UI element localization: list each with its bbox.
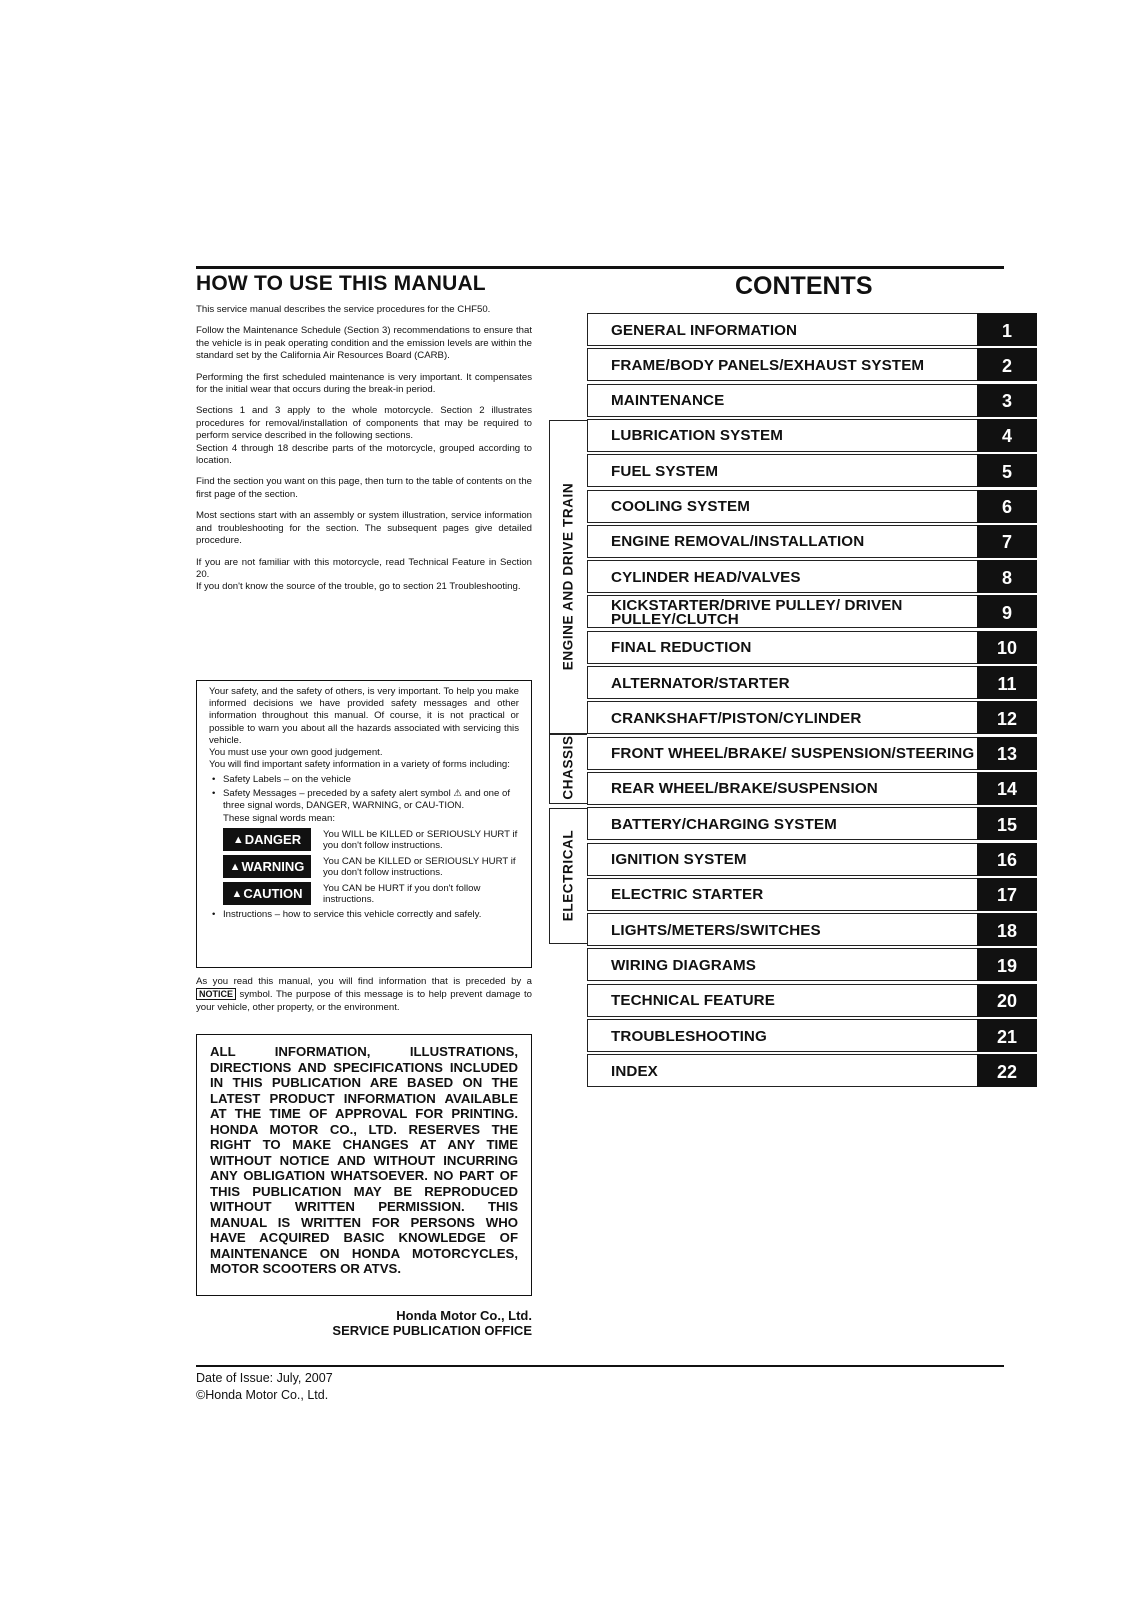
toc-number: 2 <box>977 348 1037 381</box>
toc-label: CYLINDER HEAD/VALVES <box>587 560 977 593</box>
safety-bullet-text: Safety Messages – preceded by a safety alert symbol <box>223 787 451 799</box>
toc-number: 14 <box>977 772 1037 805</box>
signal-danger <box>223 828 519 851</box>
issue-date: Date of Issue: July, 2007 <box>196 1371 333 1385</box>
group-label-chassis: CHASSIS <box>560 735 576 800</box>
caution-badge <box>223 882 311 905</box>
safety-bullet: • Instructions – how to service this vehicle correctly and safely. <box>209 909 519 921</box>
safety-bullet <box>209 788 519 812</box>
intro-paragraph <box>196 405 532 442</box>
toc-item-16[interactable] <box>587 843 1037 876</box>
toc-item-4[interactable] <box>587 419 1037 452</box>
toc-number: 19 <box>977 948 1037 981</box>
toc-item-20[interactable] <box>587 984 1037 1017</box>
toc-item-19[interactable] <box>587 948 1037 981</box>
toc-item-11[interactable] <box>587 666 1037 699</box>
intro-paragraph <box>196 581 532 593</box>
toc-number: 4 <box>977 419 1037 452</box>
toc-item-1[interactable] <box>587 313 1037 346</box>
toc-number: 16 <box>977 843 1037 876</box>
toc-label: FUEL SYSTEM <box>587 454 977 487</box>
safety-paragraph: You must use your own good judgement. <box>209 747 383 759</box>
toc-item-2[interactable] <box>587 348 1037 381</box>
toc-number: 18 <box>977 913 1037 946</box>
toc-item-5[interactable] <box>587 454 1037 487</box>
alert-triangle-icon: ▲ <box>229 860 241 873</box>
toc-label: BATTERY/CHARGING SYSTEM <box>587 807 977 840</box>
top-rule <box>196 266 1004 269</box>
toc-item-3[interactable] <box>587 384 1037 417</box>
intro-paragraph: Most sections start with an assembly or system illustration, service information and troubleshooting for the section. The subsequent pages give detailed procedure. <box>196 510 532 547</box>
bottom-rule <box>196 1365 1004 1367</box>
publisher <box>196 1308 532 1338</box>
toc-label: TROUBLESHOOTING <box>587 1019 977 1052</box>
toc-label: IGNITION SYSTEM <box>587 843 977 876</box>
toc-number: 11 <box>977 666 1037 699</box>
warning-badge <box>223 855 311 878</box>
intro-sentence: Sections 1 and 3 apply to the whole motorcycle. Section 2 illustrates procedures for removal/installation of components that may be required to perform service described in the following sections. <box>196 405 532 442</box>
group-label-engine: ENGINE AND DRIVE TRAIN <box>560 482 576 671</box>
toc-number: 17 <box>977 878 1037 911</box>
intro-paragraph: Performing the first scheduled maintenance is very important. It compensates for the initial wear that occurs during the break-in period. <box>196 371 532 396</box>
group-label-electrical: ELECTRICAL <box>560 829 576 922</box>
toc-item-10[interactable] <box>587 631 1037 664</box>
toc-label: KICKSTARTER/DRIVE PULLEY/ DRIVEN PULLEY/CLUTCH <box>587 595 977 628</box>
intro-sentence: Section 4 through 18 describe parts of the motorcycle, grouped according to location. <box>196 442 532 467</box>
toc-label: ELECTRIC STARTER <box>587 878 977 911</box>
intro-sentence: If you are not familiar with this motorcycle, read Technical Feature in Section 20. <box>196 556 532 580</box>
toc-label: WIRING DIAGRAMS <box>587 948 977 981</box>
toc-item-21[interactable] <box>587 1019 1037 1052</box>
signal-word: WARNING <box>241 858 305 874</box>
toc-item-14[interactable] <box>587 772 1037 805</box>
intro-text <box>196 304 532 603</box>
safety-list <box>209 774 519 812</box>
toc-number: 13 <box>977 737 1037 770</box>
toc-item-13[interactable] <box>587 737 1037 770</box>
toc-item-8[interactable] <box>587 560 1037 593</box>
intro-paragraph <box>196 557 532 582</box>
safety-list <box>209 909 519 921</box>
notice-tag: NOTICE <box>196 988 236 1000</box>
safety-paragraph: Your safety, and the safety of others, is very important. To help you make informed decisions we have provided safety messages and other information throughout this manual. Of course, it is not practical or possible to warn you about all the hazards associated with servicing this vehicle. <box>209 686 519 746</box>
toc-label: REAR WHEEL/BRAKE/SUSPENSION <box>587 772 977 805</box>
danger-badge <box>223 828 311 851</box>
legal-box: ALL INFORMATION, ILLUSTRATIONS, DIRECTIONS AND SPECIFICATIONS INCLUDED IN THIS PUBLICATION ARE BASED ON THE LATEST PRODUCT INFORMATION AVAILABLE AT THE TIME OF APPROVAL FOR PRINTING. HONDA MOTOR CO., LTD. RESERVES THE RIGHT TO MAKE CHANGES AT ANY TIME WITHOUT NOTICE AND WITHOUT INCURRING ANY OBLIGATION WHATSOEVER. NO PART OF THIS PUBLICATION MAY BE REPRODUCED WITHOUT WRITTEN PERMISSION. THIS MANUAL IS WRITTEN FOR PERSONS WHO HAVE ACQUIRED BASIC KNOWLEDGE OF MAINTENANCE ON HONDA MOTORCYCLES, MOTOR SCOOTERS OR ATVS. <box>196 1034 532 1296</box>
toc-number: 9 <box>977 595 1037 628</box>
intro-sentence: If you don't know the source of the trouble, go to section 21 Troubleshooting. <box>196 581 521 593</box>
toc-item-18[interactable] <box>587 913 1037 946</box>
notice-paragraph <box>196 976 532 1014</box>
publisher-office: SERVICE PUBLICATION OFFICE <box>332 1323 532 1338</box>
toc-item-15[interactable] <box>587 807 1037 840</box>
toc-item-17[interactable] <box>587 878 1037 911</box>
toc-label: LIGHTS/METERS/SWITCHES <box>587 913 977 946</box>
signal-warning <box>223 855 519 878</box>
toc-label: TECHNICAL FEATURE <box>587 984 977 1017</box>
notice-text: symbol. The purpose of this message is to help prevent damage to your vehicle, other property, or the environment. <box>196 989 532 1013</box>
safety-bullet: • Safety Labels – on the vehicle <box>209 774 519 786</box>
intro-paragraph <box>196 443 532 468</box>
howto-title: HOW TO USE THIS MANUAL <box>196 272 486 295</box>
copyright: ©Honda Motor Co., Ltd. <box>196 1388 329 1402</box>
toc-number: 3 <box>977 384 1037 417</box>
intro-paragraph: This service manual describes the service procedures for the CHF50. <box>196 304 491 315</box>
safety-alert-icon: ⚠ <box>453 787 462 799</box>
toc-label: LUBRICATION SYSTEM <box>587 419 977 452</box>
toc-item-12[interactable] <box>587 701 1037 734</box>
toc-number: 20 <box>977 984 1037 1017</box>
contents-title: CONTENTS <box>735 272 873 300</box>
toc-label: FINAL REDUCTION <box>587 631 977 664</box>
toc-number: 12 <box>977 701 1037 734</box>
toc-number: 7 <box>977 525 1037 558</box>
toc-number: 10 <box>977 631 1037 664</box>
toc-label: ENGINE REMOVAL/INSTALLATION <box>587 525 977 558</box>
signal-intro: These signal words mean: <box>223 813 335 825</box>
toc-item-22[interactable] <box>587 1054 1037 1087</box>
toc-number: 5 <box>977 454 1037 487</box>
publisher-name: Honda Motor Co., Ltd. <box>396 1308 532 1323</box>
signal-description: You WILL be KILLED or SERIOUSLY HURT if you don't follow instructions. <box>323 828 518 851</box>
alert-triangle-icon: ▲ <box>231 887 243 900</box>
toc-label: INDEX <box>587 1054 977 1087</box>
signal-description: You CAN be HURT if you don't follow instructions. <box>323 882 481 905</box>
toc-number: 21 <box>977 1019 1037 1052</box>
toc-number: 1 <box>977 313 1037 346</box>
toc-number: 15 <box>977 807 1037 840</box>
toc-item-9[interactable] <box>587 595 1037 628</box>
intro-paragraph: Follow the Maintenance Schedule (Section 3) recommendations to ensure that the vehicle is in peak operating condition and the emission levels are within the standard set by the California Air Resources Board (CARB). <box>196 325 532 362</box>
signal-word: DANGER <box>244 831 302 847</box>
footer <box>196 1370 333 1404</box>
signal-word: CAUTION <box>243 885 303 901</box>
toc-item-7[interactable] <box>587 525 1037 558</box>
toc-item-6[interactable] <box>587 490 1037 523</box>
signal-caution <box>223 882 519 905</box>
intro-paragraph: Find the section you want on this page, then turn to the table of contents on the first page of the section. <box>196 476 533 500</box>
signal-description: You CAN be KILLED or SERIOUSLY HURT if you don't follow instructions. <box>323 855 516 878</box>
alert-triangle-icon: ▲ <box>232 833 244 846</box>
toc-number: 8 <box>977 560 1037 593</box>
safety-box <box>196 680 532 968</box>
toc-label: COOLING SYSTEM <box>587 490 977 523</box>
toc-label: FRONT WHEEL/BRAKE/ SUSPENSION/STEERING <box>587 737 977 770</box>
safety-paragraph: You will find important safety information in a variety of forms including: <box>209 759 510 771</box>
toc-label: ALTERNATOR/STARTER <box>587 666 977 699</box>
toc-label: FRAME/BODY PANELS/EXHAUST SYSTEM <box>587 348 977 381</box>
toc-number: 22 <box>977 1054 1037 1087</box>
toc-label: GENERAL INFORMATION <box>587 313 977 346</box>
toc-label: MAINTENANCE <box>587 384 977 417</box>
toc-label: CRANKSHAFT/PISTON/CYLINDER <box>587 701 977 734</box>
toc-number: 6 <box>977 490 1037 523</box>
safety-bullet-text: and one of three signal words, DANGER, WARNING, or CAU-TION. <box>223 787 511 811</box>
notice-text: As you read this manual, you will find information that is preceded by a <box>196 976 532 987</box>
